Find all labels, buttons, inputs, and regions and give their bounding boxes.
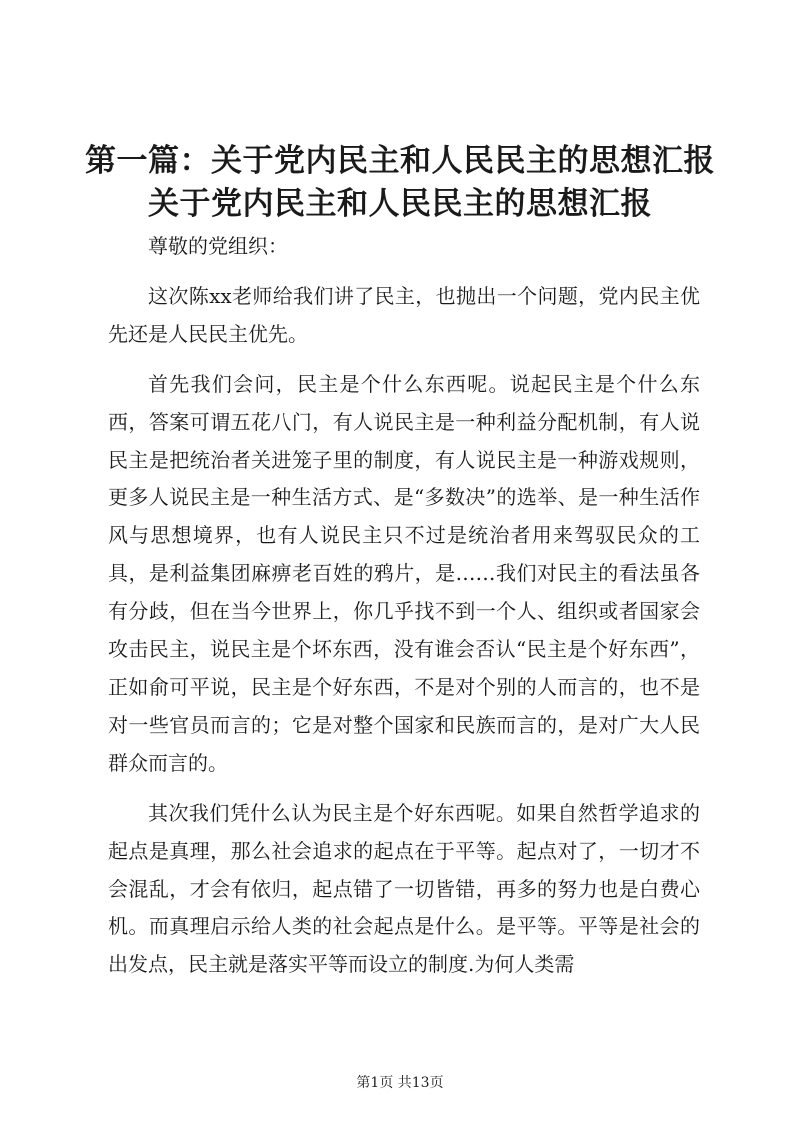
body-paragraph: 其次我们凭什么认为民主是个好东西呢。如果自然哲学追求的起点是真理，那么社会追求的起点在于平等。起点对了，一切才不会混乱，才会有依归，起点错了一切皆错，再多的努力也是白费心机。而真理启示给人类的社会起点是什么。是平等。平等是社会的出发点，民主就是落实平等而设立的制度.为何人类需: [108, 800, 700, 977]
salutation-paragraph: 尊敬的党组织：: [148, 234, 288, 258]
document-body: [108, 228, 700, 984]
page-number-footer: 第1页 共13页: [356, 1075, 444, 1091]
body-paragraph: 这次陈xx老师给我们讲了民主，也抛出一个问题，党内民主优先还是人民民主优先。: [108, 283, 700, 346]
document-title-line1: 第一篇：关于党内民主和人民民主的思想汇报: [85, 143, 715, 179]
body-paragraph: 首先我们会问，民主是个什么东西呢。说起民主是个什么东西，答案可谓五花八门，有人说民主是一种利益分配机制，有人说民主是把统治者关进笼子里的制度，有人说民主是一种游戏规则，更多人说民主是一种生活方式、是“多数决”的选举、是一种生活作风与思想境界，也有人说民主只不过是统治者用来驾驭民众的工具，是利益集团麻痹老百姓的鸦片，是……我们对民主的看法虽各有分歧，但在当今世界上，你几乎找不到一个人、组织或者国家会攻击民主，说民主是个坏东西，没有谁会否认“民主是个好东西”，正如俞可平说，民主是个好东西，不是对个别的人而言的，也不是对一些官员而言的；它是对整个国家和民族而言的，是对广大人民群众而言的。: [108, 371, 700, 775]
document-title-line2: 关于党内民主和人民民主的思想汇报: [148, 186, 652, 222]
